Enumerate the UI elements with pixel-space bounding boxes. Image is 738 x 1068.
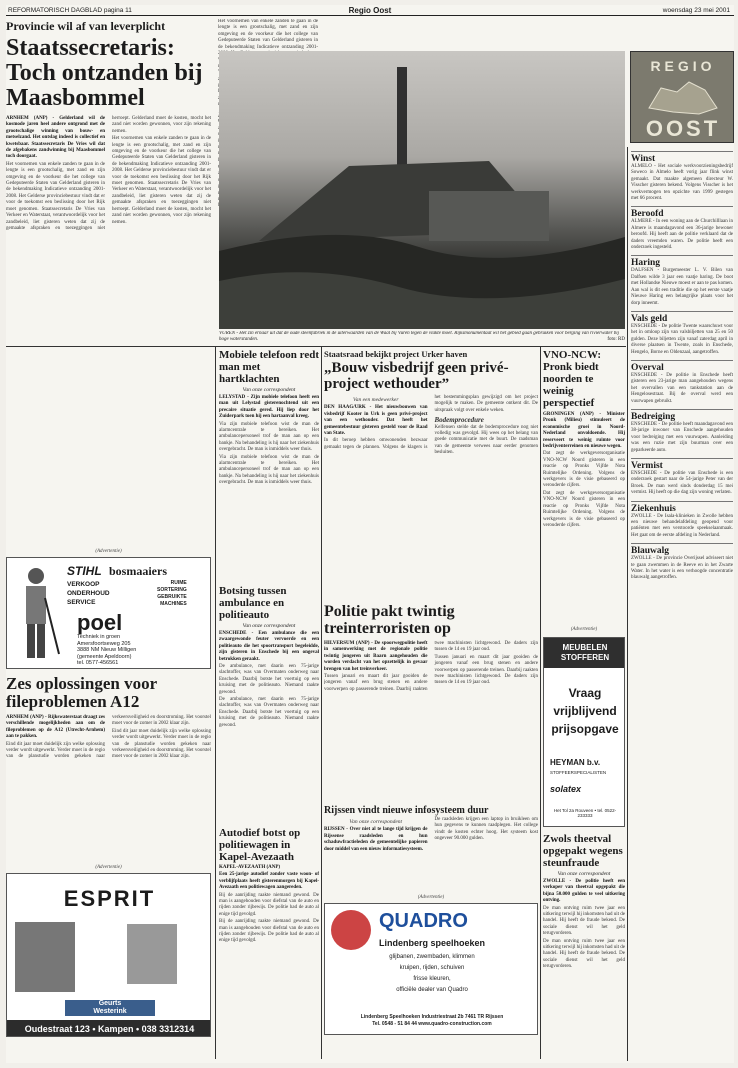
zwols-body: De man ontving ruim twee jaar een uitkering terwijl hij inkomsten had uit de handel. Hij heeft de fraude bekend. De sociale dienst wil het geld terugvorderen. (543, 905, 625, 937)
meubelen-footer: Het Tol 2a Rouveen • tel. 0522-233333 (553, 808, 617, 818)
botsing-body: De ambulance, met daarin een 75-jarige slachtoffer, was van Overmaten onderweg naar Enschede. Daarbij botste het voertuig op een kruising met de politieauto. Niemand raakte gewond. (219, 664, 319, 695)
brief-title: Bedreiging (631, 409, 733, 422)
botsing-intro: ENSCHEDE - Een ambulance die een zwaargewonde feuter vervoerde en een politieauto die het spoortransport begeleidde, zijn gisteren in Enschede bij een ongeval betrokken geraakt. (219, 631, 319, 662)
meubelen-ad (543, 637, 625, 827)
urk-kicker: Staatsraad bekijkt project Urker haven (324, 349, 468, 359)
urk-body: In dit beroep hebben omwonenden bezwaar gemaakt tegen de plannen. Volgens de klagers is het bestemmingsplan gewijzigd om het project mogelijk te maken. De gemeente ontkent dit. De uitspraak volgt over enkele weken. (324, 395, 538, 450)
poel-address-1: Amersfoortseweg 205 (77, 640, 131, 647)
logo-bottom-text: OOST (645, 116, 721, 141)
lead-photo (219, 51, 625, 329)
brief-title: Ziekenhuis (631, 501, 733, 514)
news-briefs-sidebar (631, 147, 733, 1063)
poel-tagline: Techniek in groen (77, 634, 121, 640)
quadro-line: kruipen, rijden, schuiven (399, 965, 465, 971)
mobiele-article (219, 349, 319, 579)
botsing-byline: Van onze correspondent (242, 623, 296, 629)
rijssen-title: Rijssen vindt nieuwe infosysteem duur (324, 805, 489, 816)
lead-bottom-rule (6, 346, 626, 347)
photo-credit: foto: RD (607, 337, 625, 342)
ad-label-4: (Advertentie) (417, 895, 445, 900)
brief-title: Vals geld (631, 311, 733, 324)
slogan-line: vrijblijvend (553, 704, 617, 718)
zwols-title: Zwols theetval opgepakt wegens steunfraude (543, 833, 623, 869)
meubelen-banner: MEUBELEN STOFFEREN (544, 638, 625, 668)
quadro-footer (325, 1014, 538, 1028)
geurts-logo (65, 1000, 155, 1016)
header-left: REFORMATORISCH DAGBLAD pagina 11 (8, 7, 132, 14)
sidebar-rule (627, 147, 628, 1061)
extra-line: GEBRUIKTE (157, 594, 187, 600)
extra-line: SORTERING (157, 587, 187, 593)
bosmaaiers-extra (157, 580, 187, 608)
bosmaaiers-ad (6, 557, 211, 669)
politie-article (324, 603, 538, 799)
column-rule-1 (215, 347, 216, 1059)
quadro-line: officiële dealer van Quadro (396, 987, 468, 993)
vno-intro: GRONINGEN (ANP) - Minister Pronk (Milieu) stimuleert de economische groei in Noord-Nederland onvoldoende. Hij reserveert te weinig ruimte voor bedrijventerreinen en nieuwe wegen. (543, 412, 625, 450)
quadro-line: glijbanen, zwembaden, klimmen (389, 954, 475, 960)
botsing-title: Botsing tussen ambulance en politieauto (219, 585, 287, 621)
brief-text: ENSCHEDE - De politie Twente waarschuwt voor het in omloop zijn van valsbiljetten van 25 en 50 gulden. Deze biljetten zijn vanaf zaterdag april in diverse plaatsen in Twente, zoals in Enschede, Hengelo, Borne en Oldenzaal, aangetroffen. (631, 323, 733, 355)
zes-body-2: Eind dit jaar moet duidelijk zijn welke oplossing verder wordt uitgewerkt. Verder moet in de regio van de planstudie worden gekeken naar verkeersveiligheid en doorstroming. Het voorstel moet voor de zomer in 2002 klaar zijn. (112, 728, 211, 760)
urk-title: „Bouw visbedrijf geen privé-project wethouder” (324, 360, 509, 392)
mobiele-body: Via zijn mobiele telefoon wist de man de alarmcentrale te bereiken. Het ambulancepersoneel trof de man aan op een bankje. Na behandeling is hij naar het ziekenhuis overgebracht. De man is inmiddels weer thuis. (219, 421, 319, 453)
brief-text: ENSCHEDE - De politie in Enschede heeft gisteren een 23-jarige man aangehouden wegens het overvallen van een tankstation aan de Hengelosestraat. Bij de overval werd een vuurwapen gebruikt. (631, 372, 733, 404)
meubelen-slogan (544, 684, 625, 738)
brief-title: Vermist (631, 458, 733, 471)
lead-body: Het voornemen van enkele zanden te gaan in de lengte is een grootschalig, met zand en zijn omgeving en de voorkeur die het college van Gedeputeerde Staten van Gelderland gisteren in de bekendmaking Indicatieve ontzanding 2001-2008. Het Gelderse provinciebestuur vindt dat er voor de toekomst een beslissing door het Rijk moet genomen. Staatssecretaris De Vries van Verkeer en Waterstaat, verantwoordelijk voor het zandbeleid, liet gisteren weten dat zij de gemaakte afspraken en toezeggingen niet herroept. Gelderland moet de kosten, mocht het zand niet worden gewonnen, voor zijn rekening nemen. (6, 116, 211, 231)
brief-title: Overval (631, 360, 733, 373)
brief-text: ALMERE - In een woning aan de Churchilllaan in Almere is maandagavond een 36-jarige bewoner beroofd. Hij heeft aan de politie verklaard dat de daders vreemden waren. De politie heeft een onderzoek ingesteld. (631, 219, 733, 251)
zes-intro: ARNHEM (ANP) - Rijkswaterstaat draagt zes verschillende mogelijkheden aan om de fileproblemen op de A12 (Utrecht-Arnhem) aan te pakken. (6, 715, 105, 740)
model-photo-2 (127, 924, 177, 984)
brief-text: ZWOLLE - De provincie Overijssel adviseert niet te gaan zwemmen in de Reeve en in het Zwarte Water. In het water is een verhoogde concentratie blauwalg aangetroffen. (631, 556, 733, 581)
heyman-logo: HEYMAN b.v. (550, 758, 601, 767)
poel-phone: tel. 0577-456561 (77, 660, 119, 666)
rijssen-byline: Van onze correspondent (349, 819, 403, 825)
vno-body: Dat zegt de werkgeversorganisatie VNO-NCW Noord gisteren in een reactie op Pronks Vijfde Nota Ruimtelijke Ordening. Volgens de werkgevers is de visie gebaseerd op verouderde cijfers. (543, 451, 625, 489)
botsing-article (219, 585, 319, 821)
mobiele-byline: Van onze correspondent (242, 387, 296, 393)
urk-article (324, 349, 538, 599)
vno-article (543, 349, 625, 599)
zes-article (6, 675, 211, 861)
page-header (6, 5, 734, 16)
lead-article (6, 19, 211, 343)
autodief-article (219, 827, 319, 1057)
autodief-intro: Een 25-jarige autodief zonder vaste woon- of verblijfplaats heeft gisterenmorgen bij Kapel-Avezaath een politiewagen aangereden. (219, 872, 319, 891)
service-item: VERKOOP (67, 581, 100, 588)
urk-byline: Van een medewerker (352, 397, 399, 403)
heyman-sub: STOFFEERSPECIALISTEN (550, 770, 607, 775)
zwols-intro: ZWOLLE - De politie heeft een verkoper van theetval opgepakt die bijna 50.000 gulden te veel uitkering ontving. (543, 879, 625, 904)
photo-caption-block (219, 331, 625, 345)
brief-text: ENSCHEDE - De politie van Enschede is een onderzoek gestart naar de 54-jarige Peter van der Broek. De man werd sinds donderdag 15 mei vermist. Hij heeft op die dag zijn woning verlaten. (631, 471, 733, 496)
brief-title: Winst (631, 151, 733, 164)
rijssen-intro: RIJSSEN - Over niet al te lange tijd krijgen de Rijssense raadsleden en hun schaduwfractieleden de gemeentelijke papieren door middel van een nieuw informatiesysteem. (324, 827, 428, 852)
vno-title: VNO-NCW: Pronk biedt noorden te weinig perspectief (543, 349, 602, 409)
brief-text: DALFSEN - Burgemeester L. V. Bilen van Dalfsen wilde 3 jaar een vaatje haring. De boot met Hollandse Nieuwe moest er aan te pas komen. Aan wal is dit een traditie die op het eerste vaatje Nieuwe Haring een belangrijke plaats voor het dorp inneemt. (631, 268, 733, 306)
quadro-ad (324, 903, 538, 1035)
lead-intro: ARNHEM (ANP) - Gelderland wil de kosmode jaren heel andere ontgrond met de grootschalige winning van bouw- en metselzand. Het ontslag indeed is collectief en kwetsbaar. Staatssecretaris De Vries wil dat de afgebakens zandwinning bij Maasbommel toch doorgaat. (6, 116, 105, 160)
shop-name: Geurts (98, 1000, 122, 1007)
rijssen-body: De raadsleden krijgen een laptop in bruikleen om hun gegevens te kunnen raadplegen. Het college vindt de kosten echter hoog. Het systeem kost ongeveer 90.000 gulden. (434, 817, 538, 842)
quadro-logo: QUADRO (379, 910, 468, 932)
brief-text: ENSCHEDE - De politie heeft maandagavond een 38-jarige inwoner van Enschede aangehouden voor bedreiging met een vuurwapen. Aanleiding was een ruzie met zijn buurman over een geparkeerde auto. (631, 421, 733, 453)
autodief-title: Autodief botst op politiewagen in Kapel-Avezaath (219, 827, 301, 863)
brief-text: ALMELO - Het sociale werkvoorzieningsbedrijf Soweco in Almelo heeft vorig jaar flink winst gemaakt. Dat maakte algemeen directeur W. Visscher gisteren bekend. Volgens Visscher is het werkvermogen ten opzichte van 1999 gestegen met 66 procent. (631, 164, 733, 202)
slogan-line: prijsopgave (551, 722, 619, 736)
section-title: Regio Oost (348, 6, 392, 15)
lead-kicker: Provincie wil af van leverplicht (6, 19, 166, 33)
column-rule-3 (540, 347, 541, 1059)
politie-intro: HILVERSUM (ANP) - De spoorwegpolitie heeft in samenwerking met de regionale politie twintig jongeren uit Baarn aangehouden die worden verdacht van het opzettelijk in gevaar brengen van het treinverkeer. (324, 641, 428, 672)
model-photo (15, 922, 75, 992)
urk-body-2: Kelfensen stelde dat de bodemprocedure nog niet volledig was gevolgd. Hij wees op het belang van goede communicatie met de buurt. De raadsman van de gemeente verwees naar eerder genomen besluiten. (434, 424, 538, 456)
service-item: ONDERHOUD (67, 590, 110, 597)
service-item: SERVICE (67, 599, 96, 606)
politie-title: Politie pakt twintig treinterroristen op (324, 603, 455, 637)
extra-line: MACHINES (160, 601, 187, 607)
autodief-byline: KAPEL-AVEZAATH (ANP) (219, 865, 281, 870)
slogan-line: Vraag (568, 686, 602, 700)
quadro-footer-phone: Tel. 0548 - 51 84 44 www.quadro-construction.com (372, 1021, 492, 1027)
header-date: woensdag 23 mei 2001 (662, 7, 730, 14)
rijssen-article (324, 805, 538, 891)
brief-text: ZWOLLE - De Isala-klinieken in Zwolle hebben een nieuwe behandelafdeling geopend voor patiënten met een verstoorde speekselaanmaak. Het gaat om de eerste afdeling in Nederland. (631, 513, 733, 538)
worker-figure-icon (11, 564, 61, 664)
politie-body: Tussen januari en maart dit jaar gooiden de jongeren vanaf een brug stenen en andere voorwerpen op passerende treinen. Daarbij raakten twee machinisten lichtgewond. De daders zijn tussen de 14 en 19 jaar oud. (324, 641, 538, 692)
newspaper-page (6, 5, 734, 1063)
regio-oost-logo (630, 51, 734, 143)
esprit-address: Oudestraat 123 • Kampen • 038 3312314 (7, 1020, 211, 1037)
poel-address-2: 3888 NM Nieuw Milligen (77, 647, 137, 653)
quadro-subtitle: Lindenberg speelhoeken (378, 938, 486, 948)
quadro-footer-address: Lindenberg Speelhoeken Industriestraat 2b 7461 TR Rijssen (360, 1014, 504, 1020)
solatex-logo: solatex (550, 784, 582, 794)
mobiele-title: Mobiele telefoon redt man met hartklachten (219, 349, 319, 385)
zwols-byline: Van onze correspondent (557, 871, 611, 877)
lead-headline: Staatssecretaris: Toch ontzanden bij Maasbommel (6, 35, 203, 111)
extra-line: RUIME (170, 580, 187, 586)
botsing-body-2: De ambulance, met daarin een 75-jarige slachtoffer, was van Overmaten onderweg naar Enschede. Daarbij botste het voertuig op een kruising met de politieauto. Niemand raakte gewond. (219, 697, 319, 728)
province-map-icon (643, 78, 723, 118)
factory-chimney-illustration (219, 51, 625, 329)
photo-caption: VUREN - Het zin ernaar uit dat de oude steenfabriek in de uiterwaarden van de Waal bij Vuren tegen de vlakte moet. Rijksmonumentaat wil het gebied gaan gebruiken voor berging van rivierwater bij hoge waterstanden. (219, 331, 620, 342)
lead-body-extra: Het voornemen van enkele zanden te gaan in de lengte is een grootschalig, met zand en zijn omgeving en de voorkeur die het college van Gedeputeerde Staten van Gelderland gisteren in de bekendmaking Indicatieve ontzanding 2001-2008. Het Gelderse provinciebestuur vindt dat er voor de toekomst een beslissing door het Rijk moet genomen. Staatssecretaris De Vries van Verkeer en Waterstaat, verantwoordelijk voor het zandbeleid, liet gisteren weten dat zij de gemaakte afspraken en toezeggingen niet herroept. Gelderland moet de kosten, mocht het zand niet worden gewonnen, voor zijn rekening nemen. (112, 136, 211, 225)
esprit-logo: ESPRIT (63, 886, 156, 911)
poel-address (77, 634, 136, 667)
ad-label-3: (Advertentie) (570, 627, 598, 632)
esprit-ad (6, 873, 211, 1037)
mobiele-body-2: Via zijn mobiele telefoon wist de man de alarmcentrale te bereiken. Het ambulancepersoneel trof de man aan op een bankje. Na behandeling is hij naar het ziekenhuis overgebracht. De man is inmiddels weer thuis. (219, 454, 319, 486)
poel-logo: poel (77, 610, 123, 635)
ad-label-2: (Advertentie) (95, 865, 122, 870)
lead-body-continued: Het voornemen van enkele zanden te gaan in de lengte is een grootschalig, met zand en zijn omgeving en de voorkeur die het college van Gedeputeerde Staten van Gelderland gisteren in de bekendmaking Indicatieve ontzanding 2001- (218, 19, 318, 50)
urk-subhead: Bodemprocedure (434, 416, 484, 425)
brief-title: Blauwalg (631, 543, 733, 556)
quadro-line: frisse kleuren, (413, 976, 451, 982)
zes-title: Zes oplossingen voor fileproblemen A12 (6, 675, 157, 711)
poel-address-3: (gemeente Apeldoorn) (77, 653, 132, 660)
politie-body-2: Tussen januari en maart dit jaar gooiden de jongeren vanaf een brug stenen en andere voorwerpen op passerende treinen. Daarbij raakten twee machinisten lichtgewond. De daders zijn tussen de 14 en 19 jaar oud. (434, 654, 538, 686)
zwols-body-2: De man ontving ruim twee jaar een uitkering terwijl hij inkomsten had uit de handel. Hij heeft de fraude bekend. De sociale dienst wil het geld terugvorderen. (543, 938, 625, 970)
stihl-logo: STIHL (67, 564, 102, 578)
autodief-body-2: Bij de aanrijding raakte niemand gewond. De man is aangehouden voor diefstal van de auto en rijden zonder rijbewijs. De politie had de auto al enige tijd gevolgd. (219, 919, 319, 944)
vno-body-2: Dat zegt de werkgeversorganisatie VNO-NCW Noord gisteren in een reactie op Pronks Vijfde Nota Ruimtelijke Ordening. Volgens de werkgevers is de visie gebaseerd op verouderde cijfers. (543, 490, 625, 528)
brief-title: Haring (631, 255, 733, 268)
brief-title: Beroofd (631, 206, 733, 219)
zes-body: Eind dit jaar moet duidelijk zijn welke oplossing verder wordt uitgewerkt. Verder moet in de regio van de planstudie worden gekeken naar verkeersveiligheid en doorstroming. Het voorstel moet voor de zomer in 2002 klaar zijn. (6, 715, 211, 760)
bosmaaiers-title: bosmaaiers (109, 564, 167, 578)
bosmaaiers-services (67, 580, 110, 607)
urk-intro: DEN HAAG/URK - Het nieuwbouwen van visbedrijf Kooter in Urk is geen privé-project van een wethouder. Dat heeft het gemeentebestuur gisteren gesteld voor de Raad van State. (324, 405, 428, 437)
column-rule-2 (321, 347, 322, 1059)
zwols-article (543, 833, 625, 1057)
quadro-lines (325, 952, 538, 996)
shop-name-2: Westerink (93, 1008, 127, 1015)
autodief-body: Bij de aanrijding raakte niemand gewond. De man is aangehouden voor diefstal van de auto en rijden zonder rijbewijs. De politie had de auto al enige tijd gevolgd. (219, 892, 319, 917)
mobiele-intro: LELYSTAD - Zijn mobiele telefoon heeft een man uit Lelystad gisterenochtend uit een precaire situatie gered. Hij liep door het Zuiderpark toen hij een hartaanval kreeg. (219, 395, 319, 420)
ad-label-1: (Advertentie) (95, 549, 122, 554)
logo-top-text: REGIO (650, 58, 716, 74)
